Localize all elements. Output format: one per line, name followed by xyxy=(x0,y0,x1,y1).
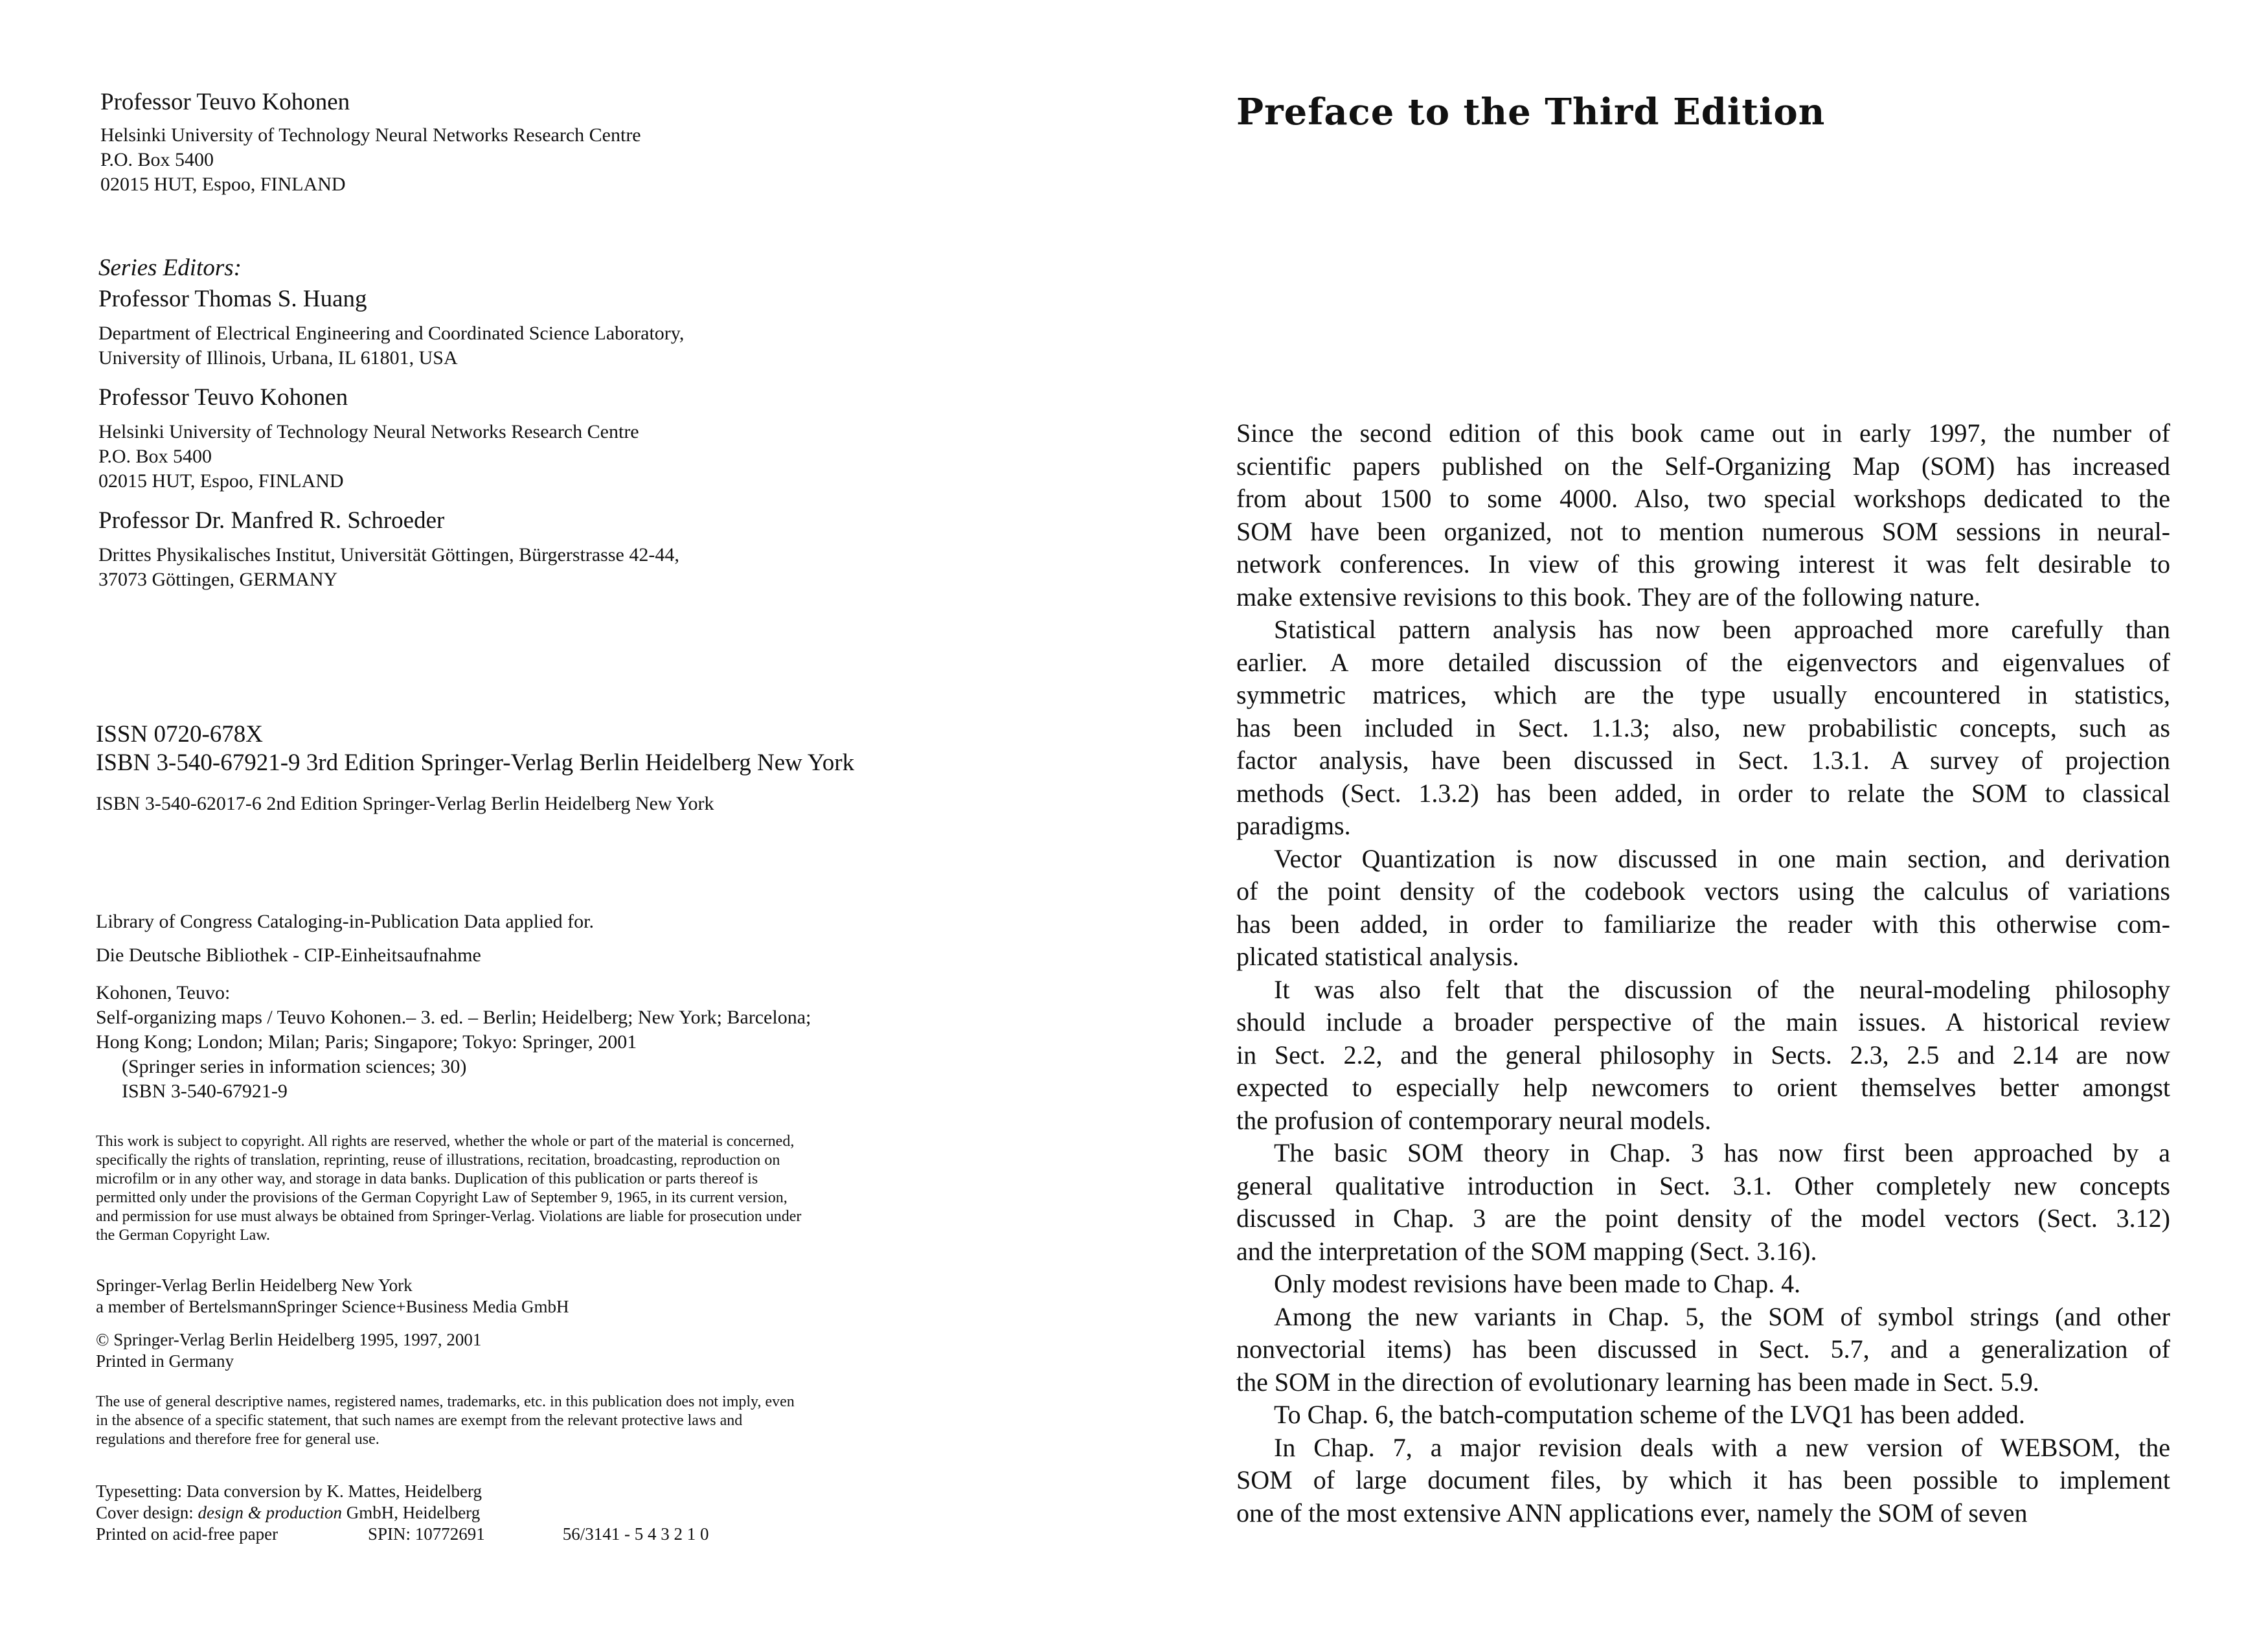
publisher-line: a member of BertelsmannSpringer Science+Business Media GmbH xyxy=(96,1297,569,1316)
printed-on: Printed on acid-free paper xyxy=(96,1524,278,1544)
copyright-notice-line: specifically the rights of translation, reprinting, reuse of illustrations, recitation, broadcasting, reproduction on xyxy=(96,1152,780,1169)
isbn-second-edition: ISBN 3-540-62017-6 2nd Edition Springer-Verlag Berlin Heidelberg New York xyxy=(96,793,714,814)
printed-in: Printed in Germany xyxy=(96,1351,234,1371)
preface-line: Only modest revisions have been made to Chap. 4. xyxy=(1274,1269,1801,1298)
preface-page xyxy=(1134,0,2268,1635)
preface-line: of the point density of the codebook vectors using the calculus of variations xyxy=(1236,876,2170,906)
preface-line: Among the new variants in Chap. 5, the SOM of symbol strings (and other xyxy=(1274,1301,2170,1331)
cip-line: Kohonen, Teuvo: xyxy=(96,982,231,1003)
preface-line: discussed in Chap. 3 are the point density of the model vectors (Sect. 3.12) xyxy=(1236,1204,2170,1233)
preface-line: scientific papers published on the Self-Organizing Map (SOM) has increased xyxy=(1236,451,2170,481)
editor-address-line: 37073 Göttingen, GERMANY xyxy=(98,569,338,590)
preface-line: expected to especially help newcomers to orient themselves better amongst xyxy=(1236,1073,2170,1102)
series-editors-label: Series Editors: xyxy=(98,255,242,281)
preface-line: paradigms. xyxy=(1236,811,1351,840)
cover-design-italic: design & production xyxy=(198,1503,342,1522)
preface-line: earlier. A more detailed discussion of the eigenvectors and eigenvalues of xyxy=(1236,647,2170,677)
copyright-notice xyxy=(96,1132,801,1245)
cover-design-prefix: Cover design: xyxy=(96,1503,198,1522)
editor-name: Professor Dr. Manfred R. Schroeder xyxy=(98,507,445,534)
preface-paragraph xyxy=(1236,1399,2170,1432)
printing-line xyxy=(96,1524,709,1545)
trademark-notice-line: in the absence of a specific statement, that such names are exempt from the relevant protective laws and xyxy=(96,1412,743,1429)
preface-line: nonvectorial items) has been discussed in Sect. 5.7, and a generalization of xyxy=(1236,1334,2170,1364)
cip-line: Hong Kong; London; Milan; Paris; Singapore; Tokyo: Springer, 2001 xyxy=(96,1031,637,1053)
preface-line: make extensive revisions to this book. They are of the following nature. xyxy=(1236,582,1980,612)
editor-address-line: 02015 HUT, Espoo, FINLAND xyxy=(98,470,344,492)
preface-body xyxy=(1236,417,2170,1529)
editor-address-line: Department of Electrical Engineering and Coordinated Science Laboratory, xyxy=(98,323,685,344)
preface-line: Statistical pattern analysis has now been approached more carefully than xyxy=(1274,615,2170,644)
cover-design-suffix: GmbH, Heidelberg xyxy=(341,1503,481,1522)
address-line: Helsinki University of Technology Neural Networks Research Centre xyxy=(100,124,641,146)
publisher-block xyxy=(96,1275,569,1372)
cataloging-block xyxy=(96,909,811,1104)
preface-line: The basic SOM theory in Chap. 3 has now first been approached by a xyxy=(1274,1138,2170,1167)
preface-line: from about 1500 to some 4000. Also, two special workshops dedicated to the xyxy=(1236,484,2170,513)
editor-address-line: Helsinki University of Technology Neural Networks Research Centre xyxy=(98,421,639,442)
copyright-notice-line: and permission for use must always be obtained from Springer-Verlag. Violations are liable for prosecution under xyxy=(96,1208,802,1225)
publisher-line: Springer-Verlag Berlin Heidelberg New York xyxy=(96,1275,413,1295)
isbn-third-edition: ISBN 3-540-67921-9 3rd Edition Springer-Verlag Berlin Heidelberg New York xyxy=(96,749,855,776)
copyright-notice-line: microfilm or in any other way, and storage in data banks. Duplication of this publication or parts thereof is xyxy=(96,1171,758,1187)
editor-address-line: University of Illinois, Urbana, IL 61801, USA xyxy=(98,347,458,369)
preface-paragraph xyxy=(1236,613,2170,843)
preface-line: general qualitative introduction in Sect. 3.1. Other completely new concepts xyxy=(1236,1171,2170,1200)
author-name: Professor Teuvo Kohonen xyxy=(100,89,350,115)
preface-line: It was also felt that the discussion of the neural-modeling philosophy xyxy=(1274,974,2170,1004)
loc-cataloging: Library of Congress Cataloging-in-Publication Data applied for. xyxy=(96,911,594,932)
copyright-years: © Springer-Verlag Berlin Heidelberg 1995, 1997, 2001 xyxy=(96,1330,482,1349)
preface-line: In Chap. 7, a major revision deals with a new version of WEBSOM, the xyxy=(1274,1432,2170,1462)
trademark-notice-line: The use of general descriptive names, registered names, trademarks, etc. in this publication does not imply, even xyxy=(96,1393,795,1410)
preface-line: methods (Sect. 1.3.2) has been added, in order to relate the SOM to classical xyxy=(1236,778,2170,808)
trademark-notice xyxy=(96,1393,795,1449)
cip-series-line: (Springer series in information sciences; 30) xyxy=(122,1056,467,1077)
address-line: P.O. Box 5400 xyxy=(100,149,214,170)
preface-line: in Sect. 2.2, and the general philosophy in Sects. 2.3, 2.5 and 2.14 are now xyxy=(1236,1040,2170,1069)
cip-line: Self-organizing maps / Teuvo Kohonen.– 3. ed. – Berlin; Heidelberg; New York; Barcelona; xyxy=(96,1007,811,1028)
editor-name: Professor Thomas S. Huang xyxy=(98,286,367,312)
preface-line: has been included in Sect. 1.1.3; also, new probabilistic concepts, such as xyxy=(1236,713,2170,742)
author-address-block xyxy=(100,88,641,197)
preface-line: network conferences. In view of this growing interest it was felt desirable to xyxy=(1236,549,2170,578)
print-code: 56/3141 - 5 4 3 2 1 0 xyxy=(562,1524,709,1544)
preface-paragraph xyxy=(1236,1432,2170,1530)
preface-line: the SOM in the direction of evolutionary learning has been made in Sect. 5.9. xyxy=(1236,1367,2039,1397)
preface-title: Preface to the Third Edition xyxy=(1236,91,1826,133)
cip-isbn-line: ISBN 3-540-67921-9 xyxy=(122,1080,288,1102)
address-line: 02015 HUT, Espoo, FINLAND xyxy=(100,174,346,195)
series-editors-block xyxy=(98,254,684,592)
copyright-notice-line: the German Copyright Law. xyxy=(96,1227,271,1244)
trademark-notice-line: regulations and therefore free for general use. xyxy=(96,1431,380,1448)
editor-address-line: P.O. Box 5400 xyxy=(98,446,212,467)
preface-paragraph xyxy=(1236,843,2170,974)
preface-line: one of the most extensive ANN applications ever, namely the SOM of seven xyxy=(1236,1498,2028,1527)
preface-line: SOM of large document files, by which it has been possible to implement xyxy=(1236,1465,2170,1494)
preface-line: SOM have been organized, not to mention numerous SOM sessions in neural- xyxy=(1236,516,2170,546)
preface-line: To Chap. 6, the batch-computation scheme of the LVQ1 has been added. xyxy=(1274,1400,2025,1429)
editor-address-line: Drittes Physikalisches Institut, Universität Göttingen, Bürgerstrasse 42-44, xyxy=(98,544,679,566)
copyright-notice-line: permitted only under the provisions of the German Copyright Law of September 9, 1965, in its current version, xyxy=(96,1189,788,1206)
spin-number: SPIN: 10772691 xyxy=(368,1524,485,1544)
preface-paragraph xyxy=(1236,1137,2170,1268)
preface-line: and the interpretation of the SOM mapping (Sect. 3.16). xyxy=(1236,1236,1817,1266)
issn: ISSN 0720-678X xyxy=(96,721,263,748)
preface-line: symmetric matrices, which are the type usually encountered in statistics, xyxy=(1236,680,2170,709)
preface-line: plicated statistical analysis. xyxy=(1236,942,1519,971)
copyright-notice-line: This work is subject to copyright. All rights are reserved, whether the whole or part of the material is concerned, xyxy=(96,1133,795,1150)
preface-line: Since the second edition of this book came out in early 1997, the number of xyxy=(1236,418,2170,448)
isbn-block xyxy=(96,720,854,816)
preface-paragraph xyxy=(1236,417,2170,613)
cover-design-credit xyxy=(96,1502,709,1524)
preface-paragraph xyxy=(1236,974,2170,1138)
preface-line: has been added, in order to familiarize the reader with this otherwise com- xyxy=(1236,909,2170,939)
preface-line: factor analysis, have been discussed in Sect. 1.3.1. A survey of projection xyxy=(1236,746,2170,775)
preface-line: should include a broader perspective of the main issues. A historical review xyxy=(1236,1007,2170,1036)
preface-paragraph xyxy=(1236,1268,2170,1301)
editor-name: Professor Teuvo Kohonen xyxy=(98,384,348,411)
production-block xyxy=(96,1481,709,1545)
preface-line: Vector Quantization is now discussed in one main section, and derivation xyxy=(1274,843,2170,873)
deutsche-bibliothek: Die Deutsche Bibliothek - CIP-Einheitsaufnahme xyxy=(96,944,481,966)
typesetting-credit: Typesetting: Data conversion by K. Mattes, Heidelberg xyxy=(96,1481,482,1501)
preface-paragraph xyxy=(1236,1301,2170,1399)
preface-line: the profusion of contemporary neural models. xyxy=(1236,1105,1712,1135)
